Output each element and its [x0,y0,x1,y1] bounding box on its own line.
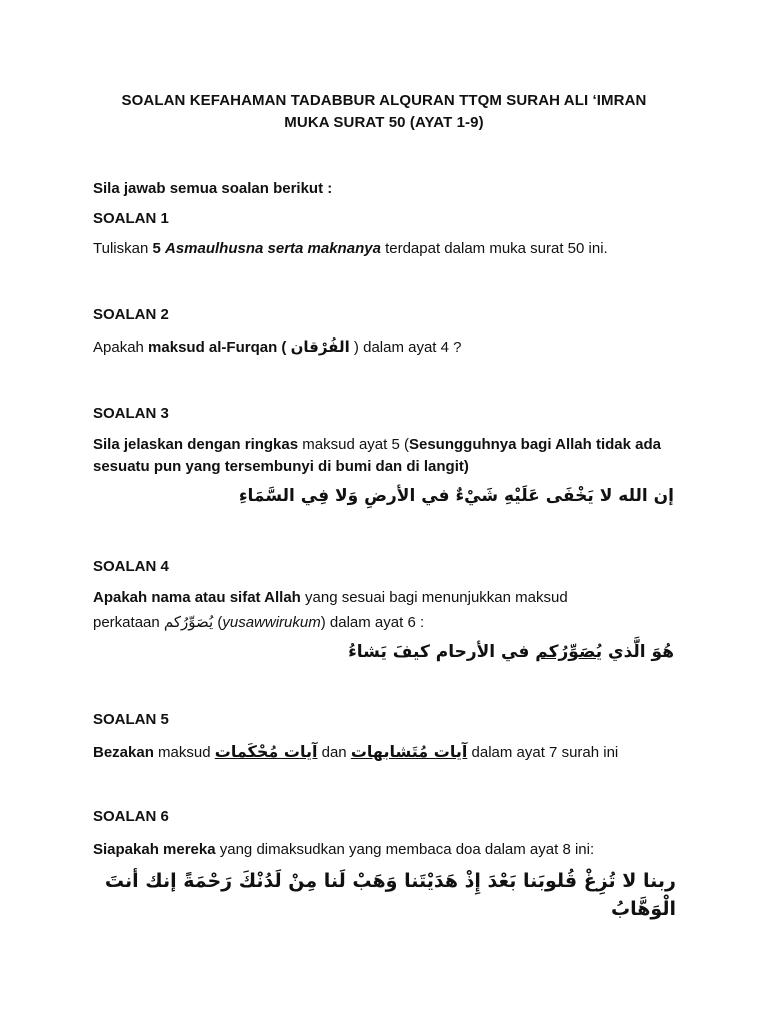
q4-transliteration: yusawwirukum [222,614,321,631]
q5-text-end: dalam ayat 7 surah ini [467,744,619,761]
q6-arabic-verse-line-1: ربنا لا تُزِغْ قُلوبَنا بَعْدَ إِذْ هَدَيْتَنا وَهَبْ لَنا مِنْ لَدُنْكَ رَحْمَةً إنك أنتَ [104,870,676,892]
document-title-line-2: MUKA SURAT 50 (AYAT 1-9) [284,114,484,131]
q5-text-part: maksud [153,744,215,761]
q3-emphasis: Sila jelaskan dengan ringkas [93,436,299,453]
q1-text [93,238,683,260]
q5-arabic-muhkamat: آيات مُحْكَمات [214,742,318,761]
q4-arabic-verse-b: في الأرحام كيفَ يَشاءُ [348,642,536,662]
q6-text [93,839,693,861]
q3-paren-close: ) [463,458,469,475]
instruction-text: Sila jawab semua soalan berikut : [93,180,333,197]
q2-text [93,336,683,359]
q1-number: 5 [152,240,165,257]
q3-arabic-verse: إن الله لا يَخْفَى عَلَيْهِ شَيْءٌ في الأرضِ وَلا فِي السَّمَاءِ [238,486,674,506]
q4-text-part: yang sesuai bagi menunjukkan maksud [300,589,568,606]
q3-heading: SOALAN 3 [93,405,169,422]
q3-translation: Sesungguhnya bagi Allah tidak ada sesuatu pun yang tersembunyi di bumi dan di langit [93,436,661,475]
q2-heading: SOALAN 2 [93,306,169,323]
q2-text-part: Apakah [93,339,149,356]
q4-arabic-verse-a: هُوَ الَّذي [602,642,674,662]
q4-arabic-verse-underlined: يُصَوِّرُكم [535,642,603,662]
q4-line-1 [93,587,683,609]
q2-arabic-furqan: الفُرْقان [290,338,350,356]
q6-text-part: yang dimaksudkan yang membaca doa dalam ayat 8 ini: [215,841,595,858]
q2-paren-open: ( [277,339,291,356]
q6-heading: SOALAN 6 [93,808,169,825]
q1-text-part: Tuliskan [93,240,153,257]
document-title-line-1: SOALAN KEFAHAMAN TADABBUR ALQURAN TTQM SURAH ALI ‘IMRAN [121,92,647,109]
q4-line-2 [93,611,683,634]
q1-text-end: terdapat dalam muka surat 50 ini. [380,240,608,257]
q4-heading: SOALAN 4 [93,558,169,575]
q2-text-end: ) dalam ayat 4 ? [349,339,462,356]
q4-perkataan: perkataan [93,614,164,631]
q5-heading: SOALAN 5 [93,711,169,728]
q4-paren-open: ( [213,614,223,631]
q4-arabic-verse [274,642,674,662]
q3-text [93,434,673,478]
q2-emphasis: maksud al-Furqan [148,339,278,356]
q4-text-end: ) dalam ayat 6 : [320,614,425,631]
q1-heading: SOALAN 1 [93,210,169,227]
q6-arabic-verse-line-2: الْوَهَّابُ [611,898,676,920]
q5-text [93,741,693,764]
q1-emphasis: Asmaulhusna serta maknanya [164,240,381,257]
q5-emphasis: Bezakan [93,744,154,761]
q5-dan: dan [317,744,351,761]
q6-emphasis: Siapakah mereka [93,841,216,858]
q5-arabic-mutasyabihat: آيات مُتَشابهات [350,742,468,761]
q3-text-part: maksud ayat 5 ( [298,436,409,453]
q4-arabic-word: يُصَوِّرُكم [163,613,214,631]
q4-emphasis: Apakah nama atau sifat Allah [93,589,301,606]
